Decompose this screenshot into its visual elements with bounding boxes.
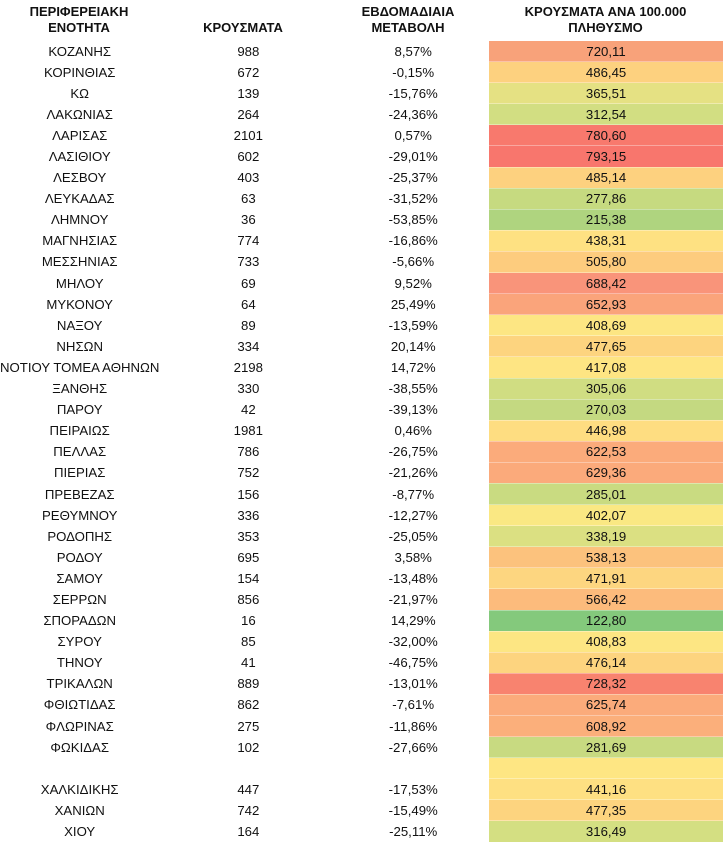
rate-cell: 477,65 bbox=[489, 336, 723, 357]
region-cell: ΛΕΣΒΟΥ bbox=[53, 170, 107, 186]
table-row bbox=[0, 420, 723, 441]
rate-cell: 780,60 bbox=[489, 125, 723, 146]
region-cell: ΣΥΡΟΥ bbox=[57, 634, 102, 650]
cases-cell: 36 bbox=[240, 212, 256, 228]
cases-table bbox=[0, 40, 723, 842]
table-row bbox=[0, 104, 723, 125]
rate-cell: 122,80 bbox=[489, 610, 723, 631]
change-cell: -0,15% bbox=[392, 64, 435, 80]
cases-cell: 889 bbox=[237, 676, 260, 692]
cases-cell: 742 bbox=[237, 802, 260, 818]
rate-cell: 281,69 bbox=[489, 737, 723, 758]
change-cell: -8,77% bbox=[392, 486, 435, 502]
rate-cell: 793,15 bbox=[489, 146, 723, 167]
table-row bbox=[0, 146, 723, 167]
rate-cell: 316,49 bbox=[489, 821, 723, 842]
rate-cell: 270,03 bbox=[489, 399, 723, 420]
rate-cell: 312,54 bbox=[489, 104, 723, 125]
table-row bbox=[0, 251, 723, 272]
cases-cell: 336 bbox=[237, 507, 260, 523]
change-cell: -13,01% bbox=[388, 676, 438, 692]
region-cell: ΦΛΩΡΙΝΑΣ bbox=[45, 718, 114, 734]
table-row bbox=[0, 462, 723, 483]
change-cell: -27,66% bbox=[388, 739, 438, 755]
region-cell: ΚΟΡΙΝΘΙΑΣ bbox=[43, 64, 116, 80]
change-cell: -26,75% bbox=[388, 444, 438, 460]
rate-cell: 338,19 bbox=[489, 526, 723, 547]
table-row bbox=[0, 821, 723, 842]
cases-cell: 264 bbox=[237, 106, 260, 122]
rate-cell: 305,06 bbox=[489, 378, 723, 399]
table-row bbox=[0, 526, 723, 547]
rate-cell: 566,42 bbox=[489, 589, 723, 610]
rate-cell: 622,53 bbox=[489, 441, 723, 462]
table-row bbox=[0, 652, 723, 673]
change-cell: -31,52% bbox=[388, 191, 438, 207]
change-cell: -16,86% bbox=[388, 233, 438, 249]
change-cell: -12,27% bbox=[388, 507, 438, 523]
table-row bbox=[0, 589, 723, 610]
region-cell: ΡΟΔΟΥ bbox=[56, 549, 103, 565]
change-cell: -24,36% bbox=[388, 106, 438, 122]
table-row bbox=[0, 568, 723, 589]
cases-cell: 139 bbox=[237, 85, 260, 101]
region-cell: ΤΗΝΟΥ bbox=[56, 655, 103, 671]
region-cell: ΠΡΕΒΕΖΑΣ bbox=[44, 486, 115, 502]
change-cell: -17,53% bbox=[388, 781, 438, 797]
change-cell: 14,29% bbox=[390, 613, 436, 629]
cases-cell: 16 bbox=[240, 613, 256, 629]
change-cell: 0,46% bbox=[394, 423, 432, 439]
change-cell: 14,72% bbox=[390, 359, 436, 375]
table-row bbox=[0, 230, 723, 251]
change-cell: 8,57% bbox=[394, 43, 432, 59]
table-row bbox=[0, 273, 723, 294]
change-cell: -5,66% bbox=[392, 254, 435, 270]
rate-cell: 505,80 bbox=[489, 251, 723, 272]
header-weekly-change bbox=[338, 4, 478, 40]
region-cell: ΤΡΙΚΑΛΩΝ bbox=[46, 676, 113, 692]
table-row bbox=[0, 737, 723, 758]
cases-cell: 156 bbox=[237, 486, 260, 502]
rate-cell bbox=[489, 758, 723, 779]
change-cell: 3,58% bbox=[394, 549, 432, 565]
rate-cell: 629,36 bbox=[489, 462, 723, 483]
rate-cell: 365,51 bbox=[489, 83, 723, 104]
change-cell: 20,14% bbox=[390, 338, 436, 354]
region-cell: ΚΟΖΑΝΗΣ bbox=[48, 43, 112, 59]
region-cell bbox=[0, 758, 159, 779]
change-cell: -25,11% bbox=[389, 823, 438, 839]
rate-cell: 215,38 bbox=[489, 209, 723, 230]
cases-cell: 988 bbox=[237, 43, 260, 59]
region-cell: ΜΥΚΟΝΟΥ bbox=[46, 296, 113, 312]
cases-cell bbox=[159, 758, 337, 779]
table-row bbox=[0, 209, 723, 230]
cases-cell: 447 bbox=[237, 781, 260, 797]
table-row bbox=[0, 167, 723, 188]
cases-cell: 2101 bbox=[233, 127, 263, 143]
table-row bbox=[0, 125, 723, 146]
region-cell: ΝΟΤΙΟΥ ΤΟΜΕΑ ΑΘΗΝΩΝ bbox=[0, 359, 160, 375]
change-cell: -13,48% bbox=[388, 570, 438, 586]
header-change-line1: ΕΒΔΟΜΑΔΙΑΙΑ bbox=[361, 4, 455, 19]
table-row bbox=[0, 357, 723, 378]
table-row bbox=[0, 399, 723, 420]
change-cell: -25,37% bbox=[388, 170, 438, 186]
cases-cell: 856 bbox=[237, 591, 260, 607]
cases-cell: 69 bbox=[240, 275, 256, 291]
rate-cell: 720,11 bbox=[489, 41, 723, 62]
header-rate-line1: ΚΡΟΥΣΜΑΤΑ ΑΝΑ 100.000 bbox=[524, 4, 687, 19]
rate-cell: 417,08 bbox=[489, 357, 723, 378]
table-row bbox=[0, 188, 723, 209]
rate-cell: 652,93 bbox=[489, 294, 723, 315]
rate-cell: 285,01 bbox=[489, 483, 723, 504]
change-cell: -21,26% bbox=[388, 465, 438, 481]
rate-cell: 477,35 bbox=[489, 800, 723, 821]
header-region-line2: ΕΝΟΤΗΤΑ bbox=[48, 20, 110, 35]
change-cell: -15,49% bbox=[388, 802, 438, 818]
change-cell: -25,05% bbox=[388, 528, 438, 544]
header-change-line2: ΜΕΤΑΒΟΛΗ bbox=[371, 20, 445, 35]
rate-cell: 688,42 bbox=[489, 273, 723, 294]
cases-cell: 353 bbox=[237, 528, 260, 544]
cases-cell: 2198 bbox=[233, 359, 263, 375]
region-cell: ΣΑΜΟΥ bbox=[56, 570, 103, 586]
table-row bbox=[0, 610, 723, 631]
change-cell: 25,49% bbox=[390, 296, 436, 312]
region-cell: ΜΕΣΣΗΝΙΑΣ bbox=[41, 254, 118, 270]
rate-cell: 486,45 bbox=[489, 62, 723, 83]
cases-cell: 154 bbox=[237, 570, 260, 586]
cases-cell: 63 bbox=[240, 191, 256, 207]
rate-cell: 438,31 bbox=[489, 230, 723, 251]
table-row bbox=[0, 631, 723, 652]
rate-cell: 538,13 bbox=[489, 547, 723, 568]
cases-cell: 733 bbox=[237, 254, 260, 270]
region-cell: ΠΕΛΛΑΣ bbox=[53, 444, 107, 460]
change-cell: -29,01% bbox=[388, 149, 438, 165]
table-row bbox=[0, 779, 723, 800]
region-cell: ΛΗΜΝΟΥ bbox=[50, 212, 109, 228]
rate-cell: 446,98 bbox=[489, 420, 723, 441]
change-cell: -38,55% bbox=[388, 381, 438, 397]
change-cell: -32,00% bbox=[388, 634, 438, 650]
rate-cell: 277,86 bbox=[489, 188, 723, 209]
cases-cell: 1981 bbox=[233, 423, 263, 439]
cases-cell: 64 bbox=[240, 296, 256, 312]
change-cell: -46,75% bbox=[388, 655, 438, 671]
change-cell: -15,76% bbox=[388, 85, 438, 101]
cases-cell: 164 bbox=[237, 823, 260, 839]
header-cases-label: ΚΡΟΥΣΜΑΤΑ bbox=[203, 20, 283, 35]
table-row bbox=[0, 673, 723, 694]
region-cell: ΣΠΟΡΑΔΩΝ bbox=[43, 613, 117, 629]
cases-cell: 85 bbox=[240, 634, 256, 650]
table-row bbox=[0, 441, 723, 462]
cases-cell: 41 bbox=[240, 655, 256, 671]
header-region bbox=[0, 4, 158, 40]
cases-cell: 602 bbox=[237, 149, 260, 165]
rate-cell: 608,92 bbox=[489, 716, 723, 737]
cases-cell: 334 bbox=[237, 338, 260, 354]
cases-cell: 862 bbox=[237, 697, 260, 713]
cases-cell: 42 bbox=[240, 402, 256, 418]
region-cell: ΠΕΙΡΑΙΩΣ bbox=[49, 423, 110, 439]
region-cell: ΛΑΡΙΣΑΣ bbox=[52, 127, 108, 143]
region-cell: ΠΑΡΟΥ bbox=[56, 402, 103, 418]
change-cell: -13,59% bbox=[388, 317, 438, 333]
table-row bbox=[0, 62, 723, 83]
region-cell: ΜΑΓΝΗΣΙΑΣ bbox=[42, 233, 118, 249]
region-cell: ΛΑΣΙΘΙΟΥ bbox=[48, 149, 111, 165]
region-cell: ΧΙΟΥ bbox=[64, 823, 96, 839]
change-cell bbox=[337, 758, 489, 779]
rate-cell: 625,74 bbox=[489, 694, 723, 715]
region-cell: ΚΩ bbox=[70, 85, 90, 101]
cases-cell: 102 bbox=[237, 739, 260, 755]
table-row bbox=[0, 83, 723, 104]
region-cell: ΡΕΘΥΜΝΟΥ bbox=[42, 507, 118, 523]
region-cell: ΝΑΞΟΥ bbox=[56, 317, 103, 333]
region-cell: ΡΟΔΟΠΗΣ bbox=[47, 528, 113, 544]
table-row bbox=[0, 315, 723, 336]
cases-cell: 330 bbox=[237, 381, 260, 397]
table-row bbox=[0, 758, 723, 779]
change-cell: -39,13% bbox=[388, 402, 438, 418]
change-cell: 9,52% bbox=[394, 275, 432, 291]
change-cell: -11,86% bbox=[389, 718, 438, 734]
rate-cell: 402,07 bbox=[489, 505, 723, 526]
region-cell: ΣΕΡΡΩΝ bbox=[52, 591, 107, 607]
region-cell: ΠΙΕΡΙΑΣ bbox=[53, 465, 106, 481]
region-cell: ΛΕΥΚΑΔΑΣ bbox=[44, 191, 115, 207]
rate-cell: 476,14 bbox=[489, 652, 723, 673]
cases-cell: 672 bbox=[237, 64, 260, 80]
table-row bbox=[0, 483, 723, 504]
region-cell: ΦΘΙΩΤΙΔΑΣ bbox=[43, 697, 116, 713]
region-cell: ΦΩΚΙΔΑΣ bbox=[50, 739, 109, 755]
rate-cell: 408,69 bbox=[489, 315, 723, 336]
table-row bbox=[0, 336, 723, 357]
cases-cell: 786 bbox=[237, 444, 260, 460]
cases-cell: 774 bbox=[237, 233, 260, 249]
region-cell: ΧΑΝΙΩΝ bbox=[54, 802, 105, 818]
rate-cell: 471,91 bbox=[489, 568, 723, 589]
table-row bbox=[0, 294, 723, 315]
change-cell: -21,97% bbox=[388, 591, 438, 607]
cases-cell: 89 bbox=[240, 317, 256, 333]
table-row bbox=[0, 694, 723, 715]
table-row bbox=[0, 41, 723, 62]
region-cell: ΝΗΣΩΝ bbox=[56, 338, 103, 354]
header-rate-per-100k bbox=[488, 4, 723, 40]
rate-cell: 485,14 bbox=[489, 167, 723, 188]
region-cell: ΞΑΝΘΗΣ bbox=[52, 381, 108, 397]
rate-cell: 728,32 bbox=[489, 673, 723, 694]
table-row bbox=[0, 547, 723, 568]
header-rate-line2: ΠΛΗΘΥΣΜΟ bbox=[568, 20, 643, 35]
table-row bbox=[0, 716, 723, 737]
table-row bbox=[0, 800, 723, 821]
table-row bbox=[0, 505, 723, 526]
cases-cell: 275 bbox=[237, 718, 260, 734]
change-cell: 0,57% bbox=[394, 127, 432, 143]
region-cell: ΜΗΛΟΥ bbox=[55, 275, 104, 291]
region-cell: ΛΑΚΩΝΙΑΣ bbox=[46, 106, 113, 122]
table-row bbox=[0, 378, 723, 399]
region-cell: ΧΑΛΚΙΔΙΚΗΣ bbox=[40, 781, 119, 797]
rate-cell: 441,16 bbox=[489, 779, 723, 800]
cases-table-body bbox=[0, 41, 723, 842]
change-cell: -7,61% bbox=[392, 697, 435, 713]
cases-cell: 752 bbox=[237, 465, 260, 481]
change-cell: -53,85% bbox=[388, 212, 438, 228]
rate-cell: 408,83 bbox=[489, 631, 723, 652]
header-region-line1: ΠΕΡΙΦΕΡΕΙΑΚΗ bbox=[29, 4, 129, 19]
cases-cell: 403 bbox=[237, 170, 260, 186]
cases-cell: 695 bbox=[237, 549, 260, 565]
